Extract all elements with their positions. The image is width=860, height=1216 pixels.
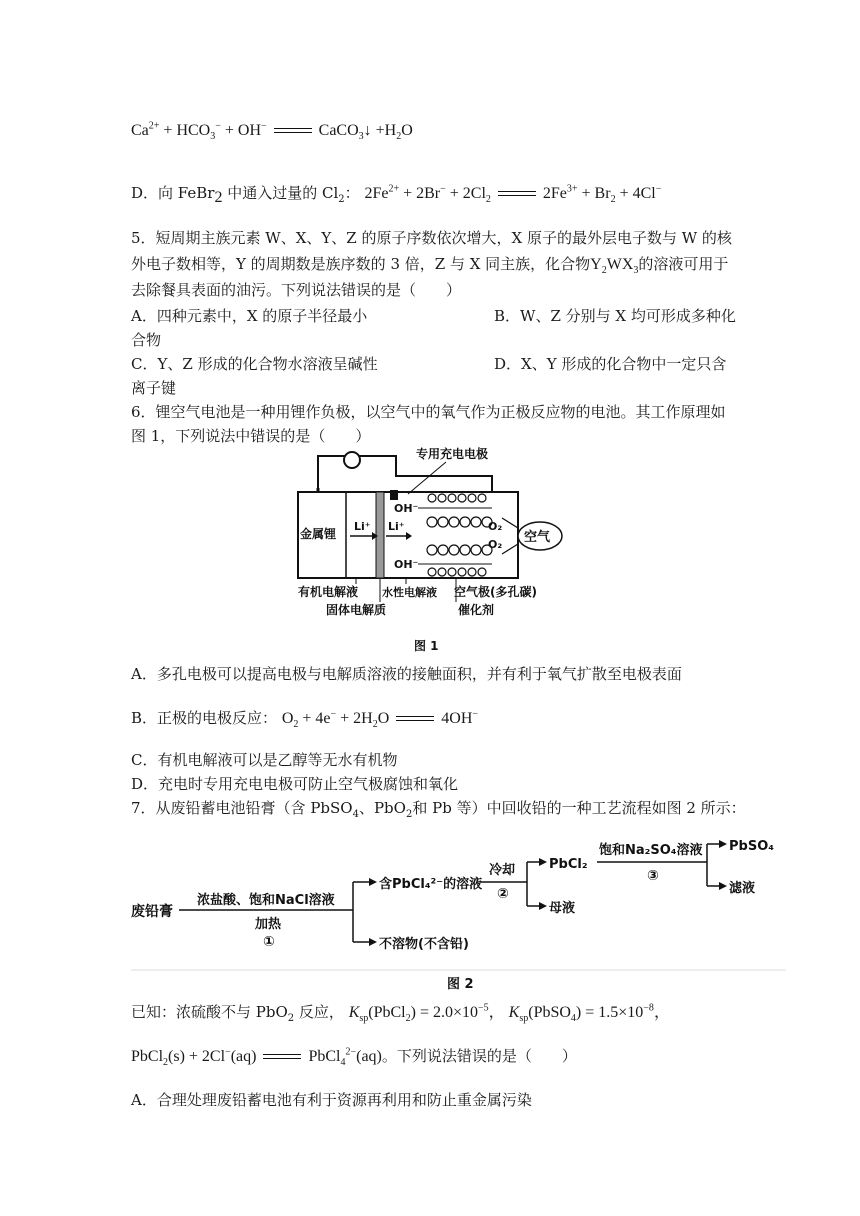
bulb-icon (344, 452, 360, 468)
q4-equation-c: $Ca^{2+} + HCO_3^- + OH^-$ CaCO$_3$↓ $+H_2O$ (131, 120, 413, 143)
equals-sign (396, 714, 434, 724)
svg-text:不溶物(不含铅): 不溶物(不含铅) (379, 937, 469, 952)
svg-text:水性电解液: 水性电解液 (382, 586, 437, 599)
q5-option-a: A．四种元素中，X 的原子半径最小 (131, 307, 368, 325)
svg-text:加热: 加热 (255, 917, 282, 932)
q5-stem-1: 5．短周期主族元素 W、X、Y、Z 的原子序数依次增大，X 原子的最外层电子数与 W 的核 (131, 229, 732, 247)
q6-stem-1: 6．锂空气电池是一种用锂作负极，以空气中的氧气作为正极反应物的电池。其工作原理如 (131, 403, 726, 421)
equals-sign (263, 1052, 301, 1062)
svg-text:空气极(多孔碳): 空气极(多孔碳) (454, 585, 537, 599)
svg-text:③: ③ (647, 868, 659, 884)
svg-text:有机电解液: 有机电解液 (298, 585, 359, 599)
svg-text:冷却: 冷却 (489, 863, 516, 878)
metal-lithium-label: 金属锂 (300, 527, 337, 541)
svg-text:母液: 母液 (549, 901, 576, 916)
q5-stem-2: 外电子数相等，Y 的周期数是族序数的 3 倍，Z 与 X 同主族，化合物$Y_2WX_3$的溶液可用于 (131, 255, 729, 277)
svg-text:PbCl₂: PbCl₂ (549, 857, 588, 872)
svg-text:OH⁻: OH⁻ (394, 558, 419, 571)
q6-option-c: C．有机电解液可以是乙醇等无水有机物 (131, 751, 398, 769)
q5-option-d-cont: 离子键 (131, 379, 177, 397)
q5-stem-3: 去除餐具表面的油污。下列说法错误的是（ ） (131, 281, 462, 299)
q7-known: 已知：浓硫酸不与 PbO$_2$ 反应， $K_{sp}(PbCl_2) = 2.0\times 10^{-5}$， $K_{sp}(PbSO_4) = 1.5\times 10^{-8}$， (131, 1002, 670, 1025)
charging-electrode-label: 专用充电电极 (416, 447, 489, 461)
svg-text:固体电解质: 固体电解质 (326, 603, 387, 617)
svg-text:滤液: 滤液 (729, 881, 756, 896)
svg-text:Li⁺: Li⁺ (354, 520, 371, 533)
equals-sign (498, 189, 536, 199)
svg-text:OH⁻: OH⁻ (394, 502, 419, 515)
battery-diagram (296, 446, 564, 656)
svg-text:废铅膏: 废铅膏 (131, 904, 173, 920)
svg-text:催化剂: 催化剂 (458, 603, 495, 617)
svg-text:浓盐酸、饱和NaCl溶液: 浓盐酸、饱和NaCl溶液 (197, 893, 335, 908)
q5-option-c: C．Y、Z 形成的化合物水溶液呈碱性 (131, 355, 378, 373)
svg-text:①: ① (263, 934, 275, 950)
q6-stem-2: 图 1，下列说法中错误的是（ ） (131, 427, 371, 445)
svg-text:PbSO₄: PbSO₄ (729, 839, 774, 854)
q4-option-d: D．向 FeBr$_2$ 中通入过量的 $Cl_2$： $2Fe^{2+} + 2Br^- + 2Cl_2$ $2Fe^{3+} + Br_2 + 4Cl^-$ (131, 183, 662, 206)
air-label: 空气 (524, 530, 551, 545)
process-flow-diagram (131, 830, 786, 990)
svg-text:饱和Na₂SO₄溶液: 饱和Na₂SO₄溶液 (599, 843, 703, 858)
q5-option-d: D．X、Y 形成的化合物中一定只含 (494, 355, 727, 373)
solid-electrolyte (376, 492, 384, 578)
equals-sign (274, 126, 312, 136)
svg-text:②: ② (497, 886, 509, 902)
q7-equilibrium: PbCl$_2$(s) + 2Cl−(aq) PbCl$_4^{2-}$(aq)。下列说法错误的是（ ） (131, 1046, 577, 1069)
svg-text:O₂: O₂ (488, 520, 503, 533)
q5-option-b: B．W、Z 分别与 X 均可形成多种化 (494, 307, 736, 325)
q5-option-b-cont: 合物 (131, 331, 162, 349)
q7-option-a: A．合理处理废铅蓄电池有利于资源再利用和防止重金属污染 (131, 1091, 532, 1109)
q6-option-b: B．正极的电极反应： $O_2 + 4e^- + 2H_2O$ 4OH− (131, 708, 479, 731)
svg-text:O₂: O₂ (488, 538, 503, 551)
svg-text:Li⁺: Li⁺ (388, 520, 405, 533)
q6-option-d: D．充电时专用充电电极可防止空气极腐蚀和氧化 (131, 775, 459, 793)
figure-1-caption: 图 1 (414, 639, 439, 653)
svg-text:含PbCl₄²⁻的溶液: 含PbCl₄²⁻的溶液 (379, 877, 483, 892)
q6-option-a: A．多孔电极可以提高电极与电解质溶液的接触面积，并有利于氧气扩散至电极表面 (131, 665, 682, 683)
q7-stem: 7．从废铅蓄电池铅膏（含 PbSO$_4$、PbO$_2$和 Pb 等）中回收铅的一种工艺流程如图 2 所示： (131, 799, 746, 820)
figure-2-caption: 图 2 (447, 977, 474, 990)
